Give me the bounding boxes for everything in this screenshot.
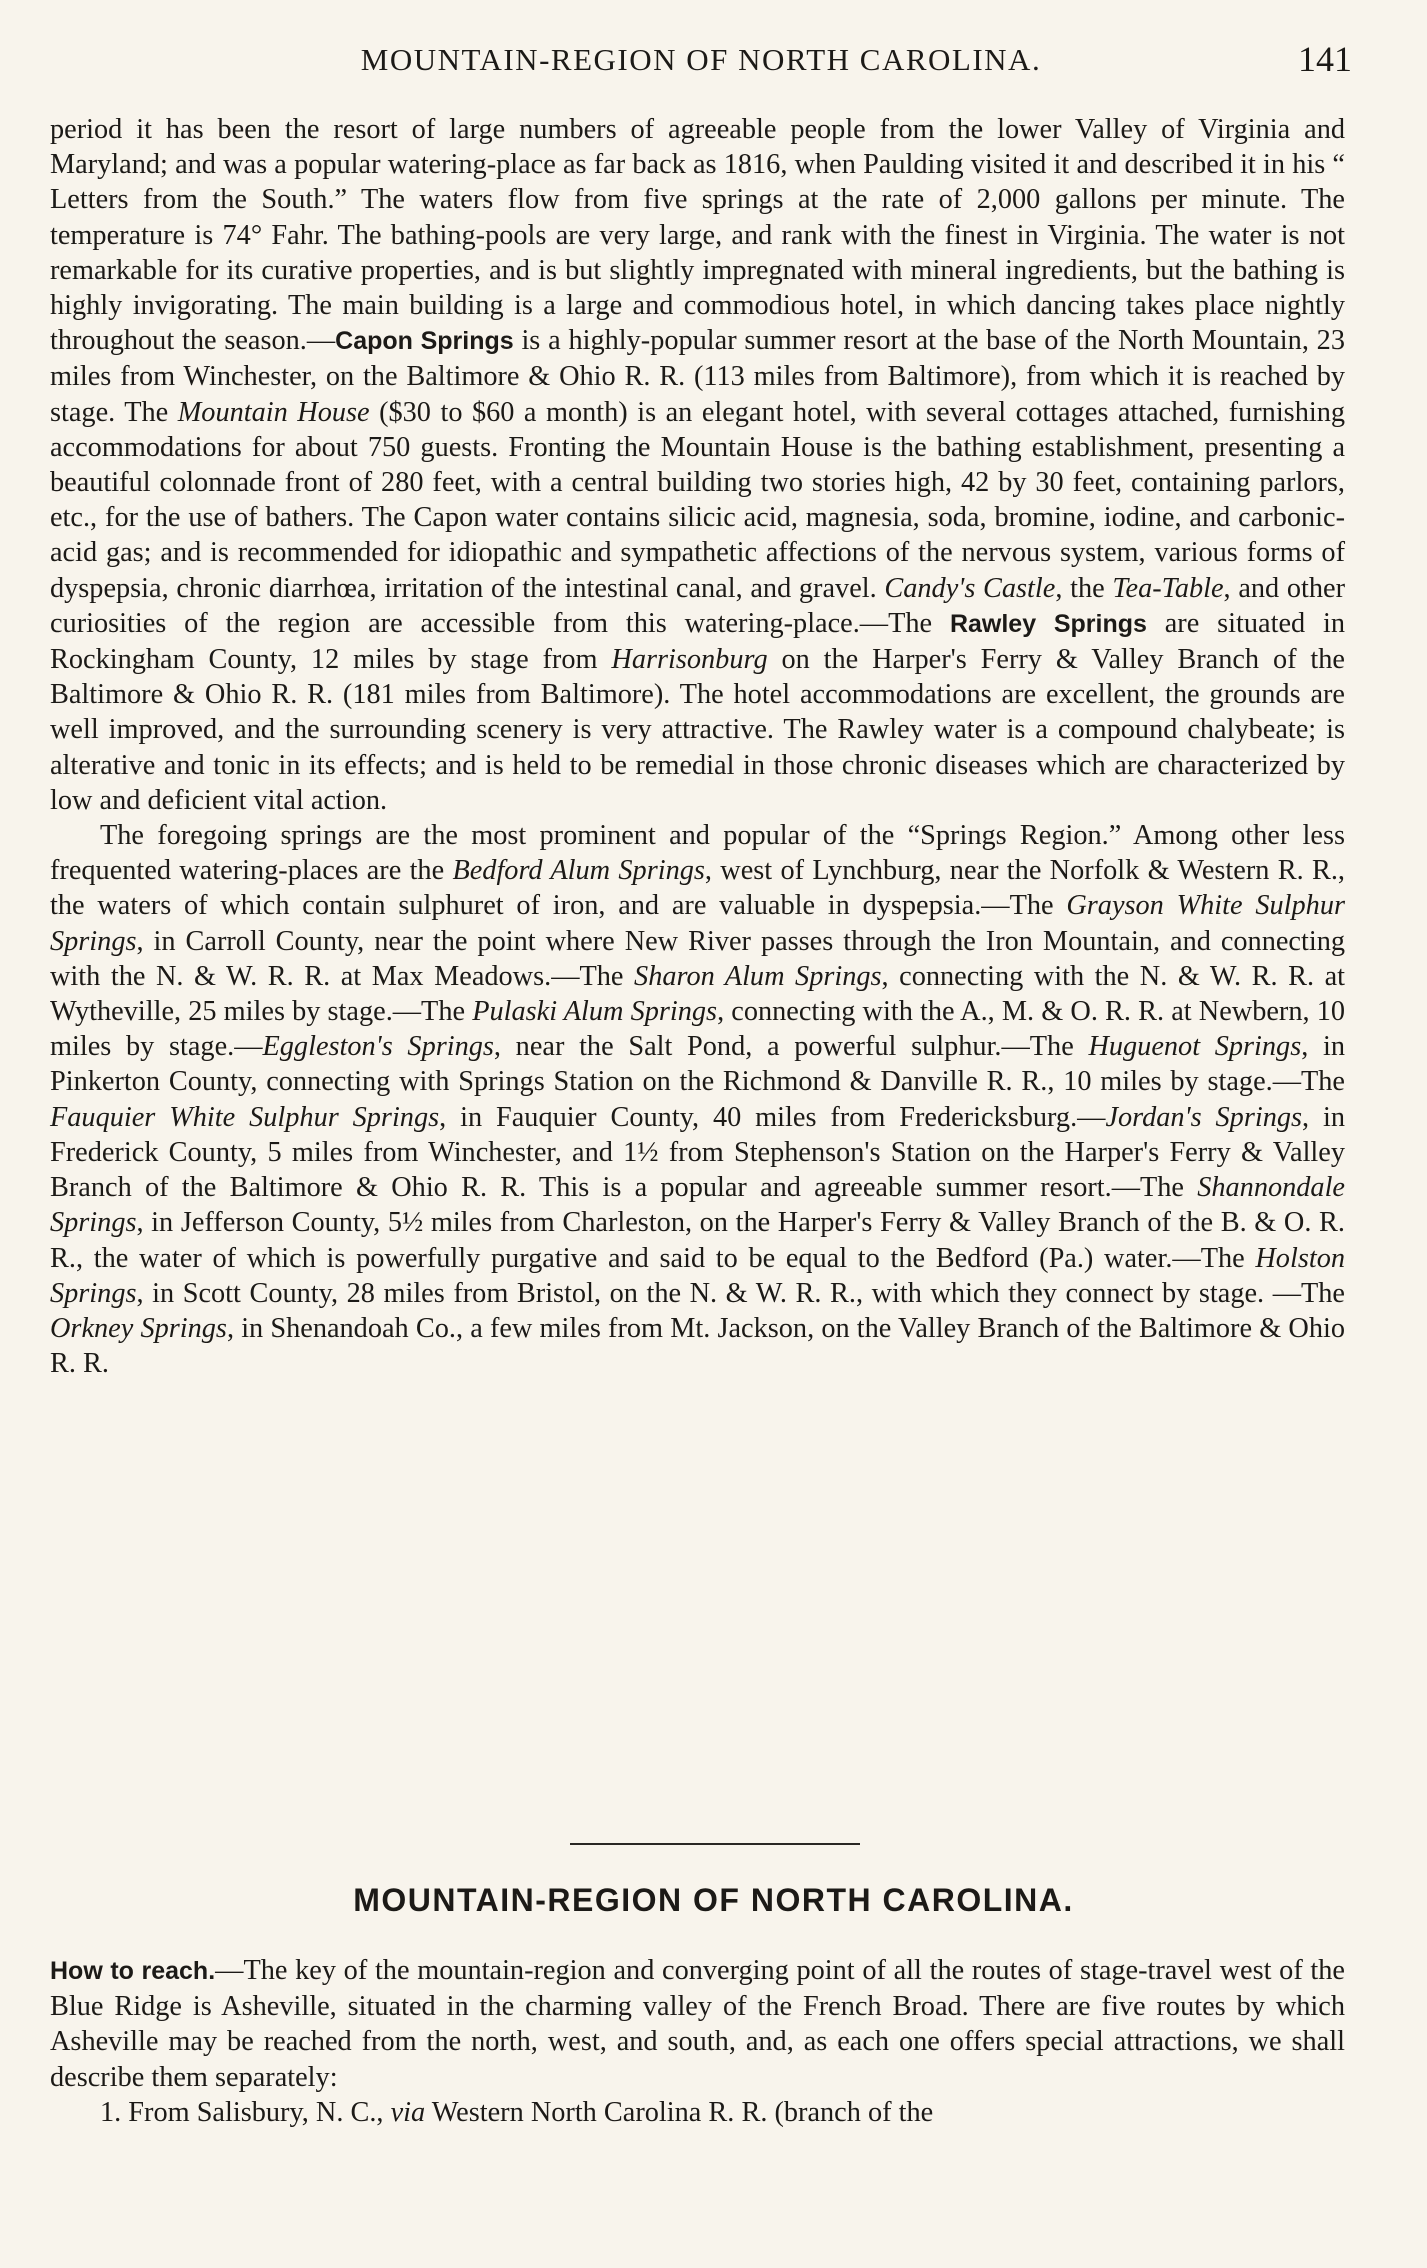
text-run: , and other curiosities of the region are accessible from this watering-place.—The — [50, 572, 1346, 639]
text-run: , the — [1055, 572, 1113, 604]
holston-springs: Holston Springs — [50, 1242, 1345, 1309]
text-run: on the Harper's Ferry & Valley Branch of the Baltimore & Ohio R. R. (181 miles from Baltimore). The hotel accommodations are excellent, the grounds are well improved, and the surrounding scenery is very attractive. The Rawley water is a compound chalybeate; is alterative and tonic in its effects; and is held to be remedial in those chronic diseases which are characterized by low and deficient vital action. — [50, 644, 1345, 816]
rawley-springs-heading: Rawley Springs — [949, 609, 1147, 638]
candys-castle-name: Candy's Castle — [884, 572, 1056, 604]
text-run: , near the Salt Pond, a powerful sulphur.—The — [493, 1031, 1089, 1063]
text-run: , in Fauquier County, 40 miles from Fredericksburg.— — [439, 1101, 1106, 1133]
mountain-house-name: Mountain House — [177, 396, 370, 428]
route-item-1 — [50, 2095, 1345, 2130]
text-run: , in Pinkerton County, connecting with Springs Station on the Richmond & Danville R. R., 10 miles by stage.—The — [50, 1031, 1346, 1098]
jordans-springs: Jordan's Springs — [1105, 1101, 1302, 1133]
via-word: via — [390, 2096, 426, 2128]
running-head — [50, 38, 1352, 88]
text-run: , in Shenandoah Co., a few miles from Mt. Jackson, on the Valley Branch of the Baltimore & Ohio R. R. — [50, 1312, 1345, 1380]
section-heading: MOUNTAIN-REGION OF NORTH CAROLINA. — [353, 1882, 1074, 1918]
bedford-alum-springs: Bedford Alum Springs — [452, 855, 705, 887]
paragraph-how-to-reach — [50, 1953, 1345, 2095]
text-run: , connecting with the A., M. & O. R. R. at Newbern, 10 miles by stage.— — [50, 996, 1345, 1063]
page-number: 141 — [1298, 39, 1352, 79]
text-run: —The key of the mountain-region and converging point of all the routes of stage-travel west of the Blue Ridge is Asheville, situated in the charming valley of the French Broad. There are five routes by which Asheville may be reached from the north, west, and south, and, as each one offers special attractions, we shall describe them separately: — [50, 1955, 1345, 2093]
running-head-title: MOUNTAIN-REGION OF NORTH CAROLINA. — [360, 42, 1042, 77]
harrisonburg-name: Harrisonburg — [611, 644, 768, 676]
text-run: , in Jefferson County, 5½ miles from Charleston, on the Harper's Ferry & Valley Branch of the B. & O. R. R., the water of which is powerfully purgative and said to be equal to the Bedford (Pa.) water.—The — [50, 1207, 1345, 1274]
text-run: , in Scott County, 28 miles from Bristol, on the N. & W. R. R., with which they connect by stage. —The — [136, 1277, 1345, 1309]
capon-springs-heading: Capon Springs — [335, 327, 514, 356]
sharon-alum-springs: Sharon Alum Springs — [634, 960, 882, 992]
paragraph-other-springs — [50, 818, 1345, 1381]
text-run: , in Frederick County, 5 miles from Winchester, and 1½ from Stephenson's Station on the Harper's Ferry & Valley Branch of the Baltimore & Ohio R. R. This is a popular and agreeable summer resort.—The — [50, 1101, 1345, 1204]
text-run: , connecting with the N. & W. R. R. at Wytheville, 25 miles by stage.—The — [50, 960, 1345, 1028]
huguenot-springs: Huguenot Springs — [1088, 1031, 1302, 1063]
tea-table-name: Tea-Table — [1112, 572, 1224, 604]
shannondale-springs: Shannondale Springs — [50, 1172, 1345, 1239]
section-divider — [570, 1843, 860, 1845]
text-run: period it has been the resort of large numbers of agreeable people from the lower Valley of Virginia and Maryland; and was a popular watering-place as far back as 1816, when Paulding visited it and described it in his “ Letters from the South.” The waters flow from five springs at the rate of 2,000 gallons per minute. The temperature is 74° Fahr. The bathing-pools are very large, and rank with the finest in Virginia. The water is not remarkable for its curative properties, and is but slightly impregnated with mineral ingredients, but the bathing is highly invigorating. The main building is a large and commodious hotel, in which dancing takes place nightly throughout the season.— — [50, 114, 1345, 357]
pulaski-alum-springs: Pulaski Alum Springs — [472, 996, 718, 1028]
text-run: Western North Carolina R. R. (branch of the — [425, 2096, 934, 2128]
text-run: 1. From Salisbury, N. C., — [100, 2096, 391, 2128]
text-run: The foregoing springs are the most prominent and popular of the “Springs Region.” Among other less frequented watering-places are the — [50, 820, 1345, 887]
body-text — [50, 112, 1345, 1381]
text-run: , in Carroll County, near the point where New River passes through the Iron Mountain, and connecting with the N. & W. R. R. at Max Meadows.—The — [50, 925, 1345, 992]
egglestons-springs: Eggleston's Springs — [262, 1031, 494, 1063]
text-run: is a highly-popular summer resort at the base of the North Mountain, 23 miles from Winchester, on the Baltimore & Ohio R. R. (113 miles from Baltimore), from which it is reached by stage. The — [50, 325, 1345, 428]
paragraph-capon-rawley — [50, 112, 1345, 818]
how-to-reach-label: How to reach. — [50, 1957, 216, 1985]
section-body — [50, 1953, 1345, 2130]
orkney-springs: Orkney Springs — [50, 1312, 227, 1344]
text-run: ($30 to $60 a month) is an elegant hotel, with several cottages attached, furnishing accommodations for about 750 guests. Fronting the Mountain House is the bathing establishment, presenting a beautiful colonnade front of 280 feet, with a central building two stories high, 42 by 30 feet, containing parlors, etc., for the use of bathers. The Capon water contains silicic acid, magnesia, soda, bromine, iodine, and carbonic-acid gas; and is recommended for idiopathic and sympathetic affections of the nervous system, various forms of dyspepsia, chronic diarrhœa, irritation of the intestinal canal, and gravel. — [50, 396, 1345, 604]
fauquier-springs: Fauquier White Sulphur Springs — [50, 1101, 440, 1133]
grayson-springs: Grayson White Sulphur Springs — [50, 890, 1345, 957]
text-run: are situated in Rockingham County, 12 miles by stage from — [50, 607, 1346, 676]
text-run: , west of Lynchburg, near the Norfolk & Western R. R., the waters of which contain sulphuret of iron, and are valuable in dyspepsia.—The — [50, 855, 1345, 922]
